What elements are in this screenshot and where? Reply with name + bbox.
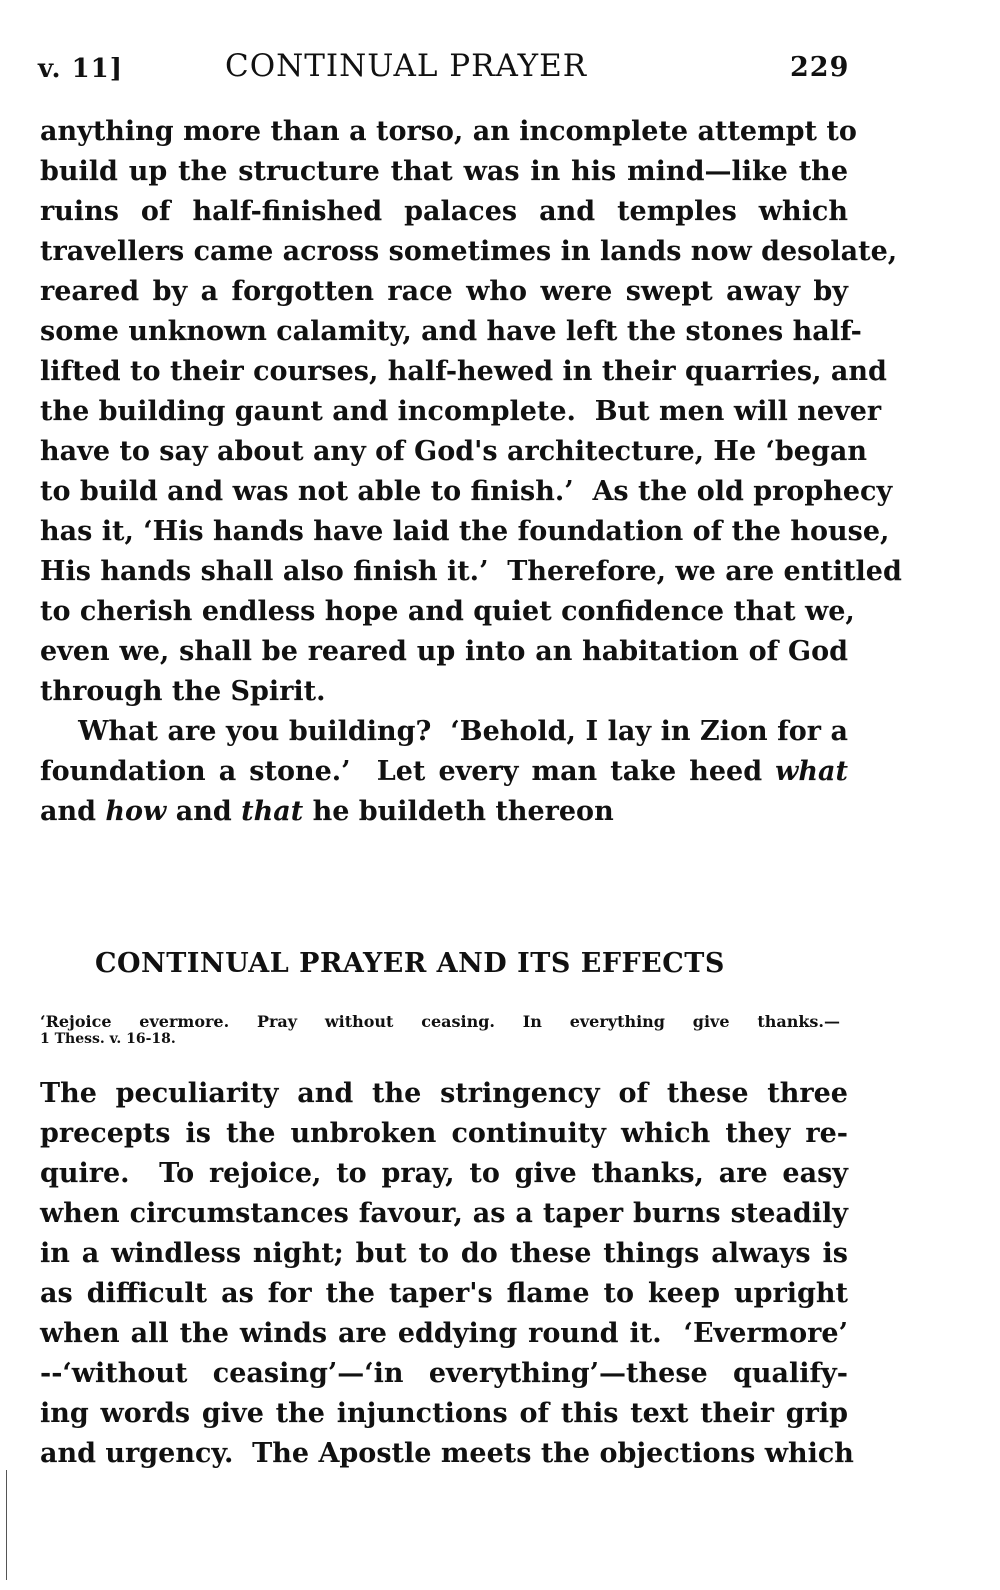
text-run: have to say about any of God's architecture, He ‘began: [40, 436, 867, 467]
text-line: [40, 1237, 848, 1271]
text-line: [40, 1357, 848, 1391]
text-line: [40, 595, 855, 629]
text-run: he buildeth thereon: [303, 796, 614, 827]
epigraph-citation: 1 Thess. v. 16-18.: [40, 1031, 176, 1047]
text-line: [40, 1437, 854, 1471]
text-run: --‘without ceasing’—‘in everything’—these qualify-: [40, 1358, 848, 1389]
text-line: [40, 435, 867, 469]
text-line: [40, 475, 893, 509]
text-run: even we, shall be reared up into an habitation of God: [40, 636, 848, 667]
running-title: CONTINUAL PRAYER: [225, 48, 588, 84]
text-line: [40, 555, 902, 589]
text-run: travellers came across sometimes in lands now desolate,: [40, 236, 898, 267]
chapter-heading: CONTINUAL PRAYER AND ITS EFFECTS: [95, 948, 725, 979]
text-run: ruins of half-finished palaces and temples which: [40, 196, 848, 227]
text-line: [40, 115, 857, 149]
text-run: reared by a forgotten race who were swept away by: [40, 276, 848, 307]
text-run: and urgency. The Apostle meets the objections which: [40, 1438, 854, 1469]
text-line: [40, 195, 848, 229]
text-run: What are you building? ‘Behold, I lay in Zion for a: [40, 716, 848, 747]
text-run: to build and was not able to finish.’ As the old prophecy: [40, 476, 893, 507]
text-line: [40, 515, 890, 549]
text-run: build up the structure that was in his mind—like the: [40, 156, 848, 187]
scan-edge-line: [6, 1470, 7, 1580]
text-run: the building gaunt and incomplete. But men will never: [40, 396, 882, 427]
text-line: [40, 1157, 848, 1191]
text-run: as difficult as for the taper's flame to keep upright: [40, 1278, 848, 1309]
italic-text: how: [105, 796, 167, 827]
text-line: [40, 315, 862, 349]
text-run: foundation a stone.’ Let every man take heed: [40, 756, 776, 787]
text-line: [40, 675, 848, 709]
text-run: His hands shall also finish it.’ Therefore, we are entitled: [40, 556, 902, 587]
text-run: through the Spirit.: [40, 676, 326, 707]
text-line: [40, 275, 848, 309]
text-line: [40, 1197, 848, 1231]
text-run: has it, ‘His hands have laid the foundation of the house,: [40, 516, 890, 547]
text-line: [40, 355, 887, 389]
text-run: ing words give the injunctions of this text their grip: [40, 1398, 848, 1429]
text-run: when all the winds are eddying round it. ‘Evermore’: [40, 1318, 848, 1349]
text-line: [40, 715, 848, 749]
text-run: in a windless night; but to do these things always is: [40, 1238, 848, 1269]
text-run: and: [40, 796, 106, 827]
text-run: when circumstances favour, as a taper burns steadily: [40, 1198, 848, 1229]
text-line: [40, 635, 848, 669]
text-line: [40, 1277, 848, 1311]
text-line: [40, 795, 848, 829]
text-line: [40, 155, 848, 189]
text-line: [40, 235, 898, 269]
verse-reference: v. 11]: [38, 54, 124, 84]
text-run: and: [166, 796, 242, 827]
text-line: [40, 395, 882, 429]
text-line: [40, 1117, 848, 1151]
text-run: some unknown calamity, and have left the stones half-: [40, 316, 862, 347]
text-run: quire. To rejoice, to pray, to give thanks, are easy: [40, 1158, 848, 1189]
text-run: precepts is the unbroken continuity which they re-: [40, 1118, 848, 1149]
text-run: lifted to their courses, half-hewed in their quarries, and: [40, 356, 887, 387]
italic-text: what: [775, 756, 848, 787]
text-line: [40, 1317, 848, 1351]
text-line: [40, 1397, 848, 1431]
epigraph-line: ‘Rejoice evermore. Pray without ceasing. In everything give thanks.—: [40, 1012, 840, 1031]
text-line: [40, 1077, 848, 1111]
text-line: [40, 755, 848, 789]
text-run: to cherish endless hope and quiet confidence that we,: [40, 596, 855, 627]
italic-text: that: [241, 796, 304, 827]
text-run: anything more than a torso, an incomplete attempt to: [40, 116, 857, 147]
page-number: 229: [790, 52, 850, 83]
text-run: The peculiarity and the stringency of these three: [40, 1078, 848, 1109]
